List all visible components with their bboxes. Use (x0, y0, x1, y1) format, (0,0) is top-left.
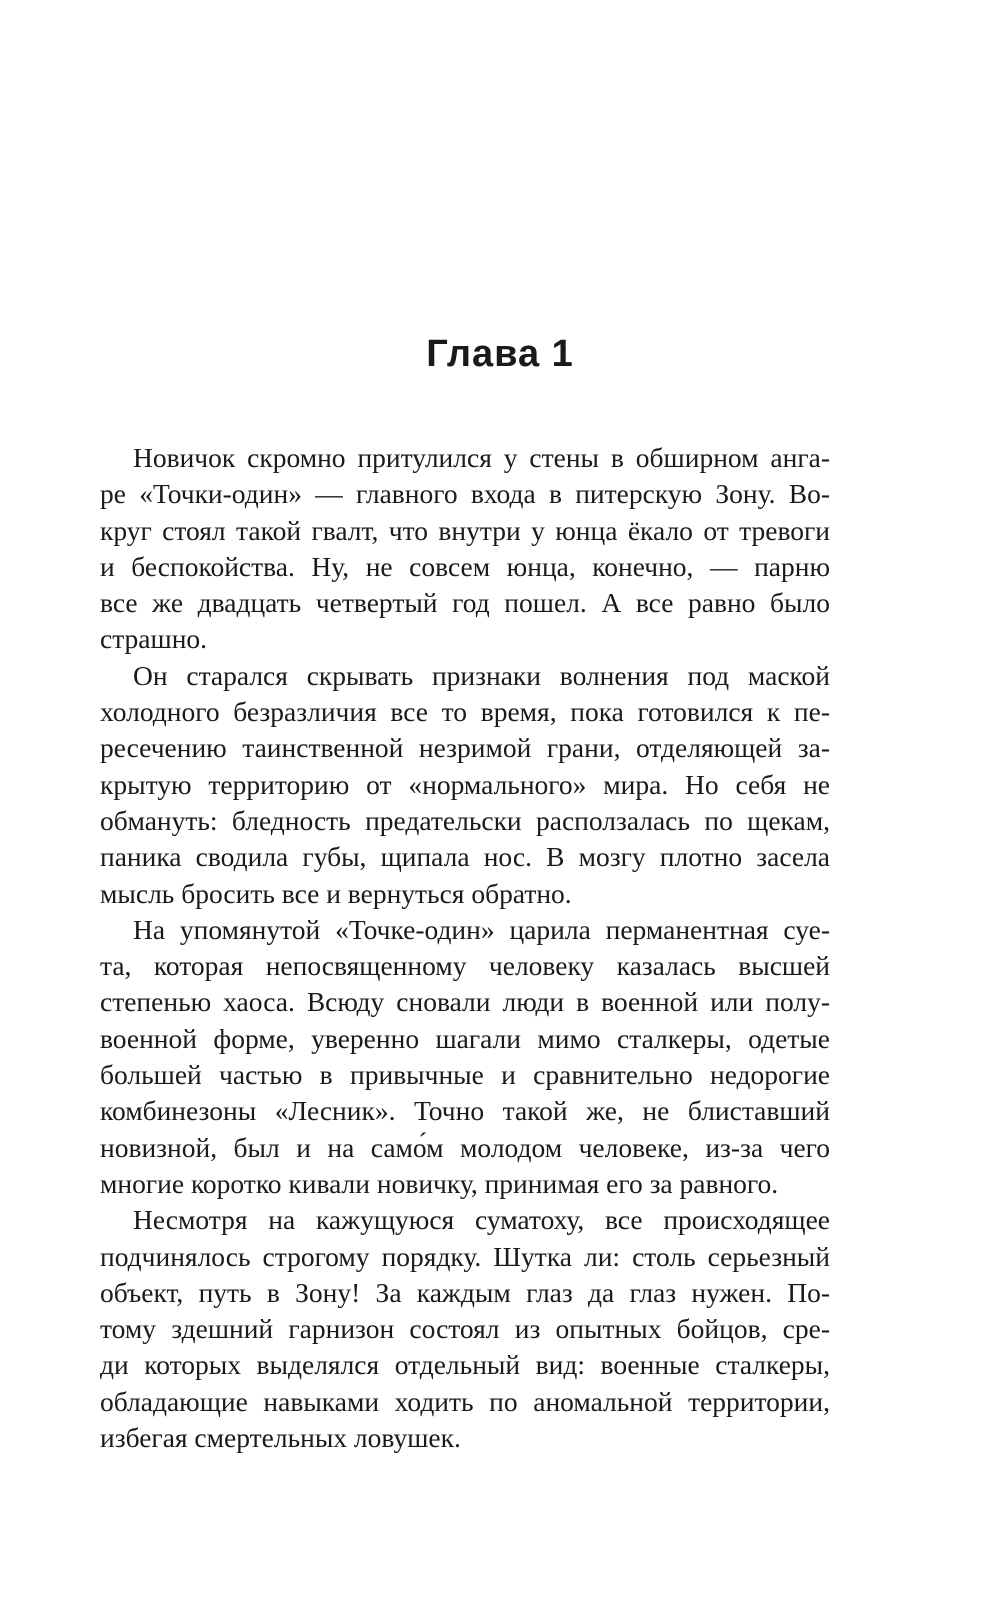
text-line: та, которая непосвященному человеку казалась высшей (100, 950, 830, 982)
text-line: ди которых выделялся отдельный вид: военные сталкеры, (100, 1349, 830, 1381)
text-line: тому здешний гарнизон состоял из опытных бойцов, сре- (100, 1313, 830, 1345)
paragraph-1 (100, 440, 830, 658)
text-line: Несмотря на кажущуюся суматоху, все происходящее (133, 1204, 830, 1236)
text-line: крытую территорию от «нормального» мира. Но себя не (100, 768, 830, 800)
text-line: комбинезоны «Лесник». Точно такой же, не блиставший (100, 1095, 830, 1127)
text-line: объект, путь в Зону! За каждым глаз да глаз нужен. По- (100, 1276, 830, 1308)
text-line: все же двадцать четвертый год пошел. А все равно было (100, 587, 830, 619)
text-line: Новичок скромно притулился у стены в обширном анга- (133, 442, 830, 473)
text-line: Он старался скрывать признаки волнения под маской (133, 659, 830, 691)
text-line: ресечению таинственной незримой грани, отделяющей за- (100, 732, 830, 764)
text-line: обмануть: бледность предательски расползалась по щекам, (100, 804, 830, 836)
text-line: подчинялось строгому порядку. Шутка ли: столь серьезный (100, 1240, 830, 1272)
paragraph-2 (100, 658, 830, 912)
chapter-title: Глава 1 (426, 333, 574, 375)
text-line: избегая смертельных ловушек. (100, 1422, 461, 1454)
chapter-body (100, 440, 830, 1456)
text-line: круг стоял такой гвалт, что внутри у юнца ёкало от тревоги (100, 514, 830, 546)
text-line: большей частью в привычные и сравнительно недорогие (100, 1059, 830, 1091)
text-line: страшно. (100, 623, 208, 655)
text-line: и беспокойства. Ну, не совсем юнца, конечно, — парню (100, 550, 830, 582)
text-line: военной форме, уверенно шагали мимо сталкеры, одетые (100, 1022, 830, 1054)
text-line: мысль бросить все и вернуться обратно. (100, 877, 572, 909)
paragraph-4 (100, 1202, 830, 1456)
text-line: паника сводила губы, щипала нос. В мозгу плотно засела (100, 841, 830, 873)
text-line: обладающие навыками ходить по аномальной территории, (100, 1385, 830, 1417)
text-line: ре «Точки-один» — главного входа в питерскую Зону. Во- (100, 478, 830, 510)
text-line: На упомянутой «Точке-один» царила перманентная суе- (133, 913, 830, 945)
text-line: новизной, был и на само́м молодом человеке, из-за чего (100, 1131, 830, 1163)
text-line: степенью хаоса. Всюду сновали люди в военной или полу- (100, 986, 830, 1018)
paragraph-3 (100, 912, 830, 1202)
text-line: многие коротко кивали новичку, принимая его за равного. (100, 1167, 779, 1199)
text-line: холодного безразличия все то время, пока готовился к пе- (100, 696, 830, 728)
